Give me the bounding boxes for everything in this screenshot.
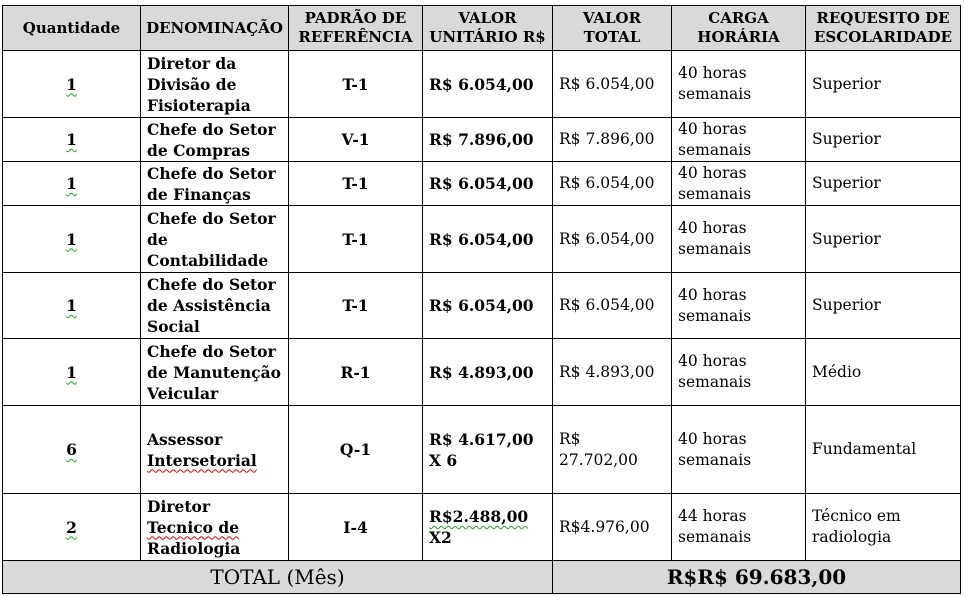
cell-schooling: Superior [806,206,961,273]
header-carga-horaria: CARGA HORÁRIA [672,6,806,51]
cell-unit-value: R$2.488,00 X2 [423,494,553,561]
table-row [3,118,961,162]
cell-workload: 40 horas semanais [672,51,806,118]
cell-quantity: 1 [3,339,141,406]
table-row [3,339,961,406]
cell-unit-value: R$ 6.054,00 [423,206,553,273]
cell-quantity: 1 [3,51,141,118]
cell-unit-value: R$ 7.896,00 [423,118,553,162]
cell-reference: T-1 [289,273,423,339]
table-row [3,206,961,273]
cell-reference: Q-1 [289,406,423,494]
cell-denomination: Chefe do Setor de Contabilidade [141,206,289,273]
total-label: TOTAL (Mês) [3,561,553,594]
header-quantidade: Quantidade [3,6,141,51]
cell-quantity: 1 [3,273,141,339]
table-row [3,273,961,339]
cell-denomination: Chefe do Setor de Finanças [141,162,289,206]
cell-total-value: R$ 6.054,00 [553,273,672,339]
cell-reference: T-1 [289,51,423,118]
cell-unit-value: R$ 6.054,00 [423,51,553,118]
cell-reference: V-1 [289,118,423,162]
total-row [3,561,961,594]
cell-quantity: 1 [3,206,141,273]
cell-workload: 40 horas semanais [672,206,806,273]
cell-denomination: Diretor da Divisão de Fisioterapia [141,51,289,118]
cell-total-value: R$ 6.054,00 [553,206,672,273]
cell-denomination: Diretor Tecnico de Radiologia [141,494,289,561]
header-row [3,6,961,51]
positions-table [2,5,961,594]
cell-unit-value: R$ 4.893,00 [423,339,553,406]
cell-schooling: Fundamental [806,406,961,494]
cell-total-value: R$ 6.054,00 [553,162,672,206]
cell-schooling: Superior [806,162,961,206]
cell-denomination: Chefe do Setor de Compras [141,118,289,162]
cell-denomination: Chefe do Setor de Assistência Social [141,273,289,339]
cell-total-value: R$ 7.896,00 [553,118,672,162]
total-value: R$R$ 69.683,00 [553,561,961,594]
cell-unit-value: R$ 4.617,00 X 6 [423,406,553,494]
header-escolaridade: REQUESITO DE ESCOLARIDADE [806,6,961,51]
cell-workload: 40 horas semanais [672,273,806,339]
cell-unit-value: R$ 6.054,00 [423,273,553,339]
cell-quantity: 1 [3,118,141,162]
table-row [3,51,961,118]
cell-denomination: Assessor Intersetorial [141,406,289,494]
cell-reference: T-1 [289,206,423,273]
cell-reference: I-4 [289,494,423,561]
cell-workload: 40 horas semanais [672,339,806,406]
header-denominacao: DENOMINAÇÃO [141,6,289,51]
cell-unit-value: R$ 6.054,00 [423,162,553,206]
cell-quantity: 2 [3,494,141,561]
cell-total-value: R$4.976,00 [553,494,672,561]
cell-workload: 40 horas semanais [672,406,806,494]
cell-schooling: Médio [806,339,961,406]
cell-total-value: R$ 27.702,00 [553,406,672,494]
cell-workload: 40 horas semanais [672,118,806,162]
table-row [3,162,961,206]
cell-total-value: R$ 6.054,00 [553,51,672,118]
cell-workload: 44 horas semanais [672,494,806,561]
header-padrao-referencia: PADRÃO DE REFERÊNCIA [289,6,423,51]
cell-quantity: 1 [3,162,141,206]
cell-workload: 40 horas semanais [672,162,806,206]
cell-schooling: Superior [806,51,961,118]
table-row [3,494,961,561]
cell-schooling: Superior [806,273,961,339]
cell-schooling: Técnico em radiologia [806,494,961,561]
cell-reference: R-1 [289,339,423,406]
cell-denomination: Chefe do Setor de Manutenção Veicular [141,339,289,406]
header-valor-total: VALOR TOTAL [553,6,672,51]
cell-schooling: Superior [806,118,961,162]
header-valor-unitario: VALOR UNITÁRIO R$ [423,6,553,51]
table-row [3,406,961,494]
cell-reference: T-1 [289,162,423,206]
cell-quantity: 6 [3,406,141,494]
cell-total-value: R$ 4.893,00 [553,339,672,406]
